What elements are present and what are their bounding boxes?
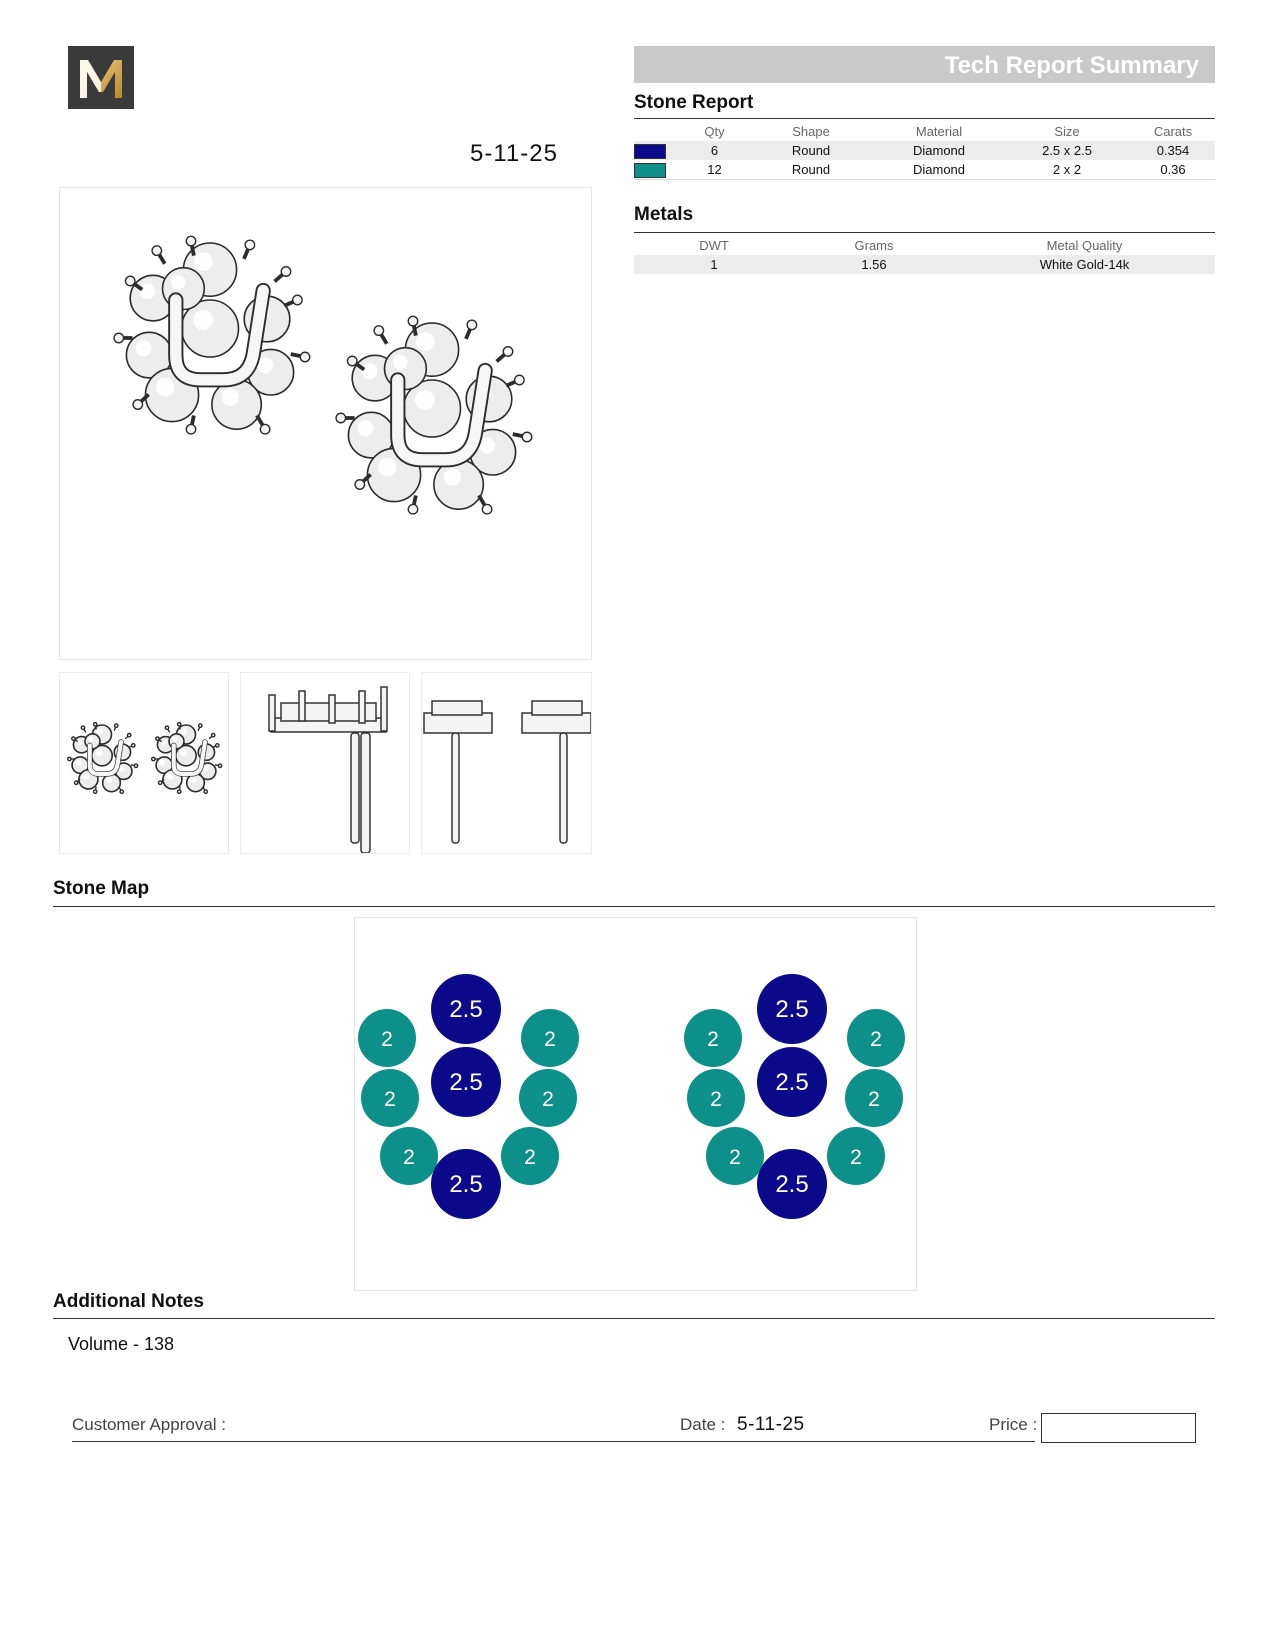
stone-report-divider — [634, 118, 1215, 119]
cell-dwt: 1 — [634, 255, 794, 274]
notes-text: Volume - 138 — [68, 1334, 175, 1354]
cell-material: Diamond — [912, 162, 966, 177]
svg-text:2: 2 — [544, 1028, 556, 1051]
table-row — [634, 141, 1215, 160]
svg-text:2: 2 — [384, 1088, 396, 1111]
logo-m-icon — [76, 56, 126, 100]
stone-report-heading: Stone Report — [634, 92, 754, 113]
metals-heading: Metals — [634, 204, 694, 225]
cell-metal-quality: White Gold-14k — [954, 255, 1215, 274]
col-dwt: DWT — [699, 237, 729, 253]
thumbnail-side-image — [241, 673, 409, 853]
small-stone-marker — [847, 1009, 905, 1067]
col-shape: Shape — [792, 123, 830, 139]
cell-carats: 0.36 — [1160, 162, 1186, 177]
svg-text:2.5: 2.5 — [449, 1171, 483, 1198]
svg-text:2: 2 — [524, 1146, 536, 1169]
small-stone-marker — [684, 1009, 742, 1067]
small-stone-marker — [361, 1069, 419, 1127]
svg-text:2.5: 2.5 — [449, 1069, 483, 1096]
svg-text:2: 2 — [381, 1028, 393, 1051]
large-stone-marker — [757, 1047, 827, 1117]
small-stone-marker — [521, 1009, 579, 1067]
stone-map-heading: Stone Map — [53, 878, 150, 899]
thumbnail-profile-view[interactable] — [421, 672, 592, 854]
thumbnail-profile-image — [422, 673, 591, 853]
svg-text:2: 2 — [850, 1146, 862, 1169]
earring-cluster — [152, 723, 222, 794]
stone-report-bottom-line — [634, 179, 1215, 180]
stone-report-table — [634, 121, 1215, 179]
svg-text:2.5: 2.5 — [449, 996, 483, 1023]
notes-heading: Additional Notes — [53, 1291, 204, 1312]
small-stone-marker — [845, 1069, 903, 1127]
earring-cluster — [336, 316, 532, 514]
small-stone-marker — [706, 1127, 764, 1185]
stone-color-swatch — [634, 163, 666, 178]
metals-table — [634, 235, 1215, 274]
price-field[interactable] — [1041, 1413, 1196, 1443]
cell-size: 2 x 2 — [1052, 162, 1082, 177]
stone-map-diagram — [355, 918, 916, 1290]
thumbnail-side-view[interactable] — [240, 672, 410, 854]
svg-text:2: 2 — [729, 1146, 741, 1169]
earring-cluster — [68, 723, 138, 794]
small-stone-marker — [501, 1127, 559, 1185]
thumbnail-front-view[interactable] — [59, 672, 229, 854]
col-metal-quality: Metal Quality — [1046, 237, 1123, 253]
col-material: Material — [915, 123, 963, 139]
stone-map — [354, 917, 917, 1291]
cell-qty: 6 — [682, 141, 747, 160]
small-stone-marker — [380, 1127, 438, 1185]
large-stone-marker — [431, 1047, 501, 1117]
cell-carats: 0.354 — [1131, 141, 1215, 160]
price-label: Price : — [989, 1415, 1038, 1434]
svg-text:2.5: 2.5 — [775, 1171, 809, 1198]
cell-qty: 12 — [707, 162, 722, 177]
cell-grams: 1.56 — [794, 255, 954, 274]
small-stone-marker — [687, 1069, 745, 1127]
stone-color-swatch — [634, 144, 666, 159]
svg-text:2: 2 — [542, 1088, 554, 1111]
svg-text:2.5: 2.5 — [775, 1069, 809, 1096]
notes-divider — [53, 1318, 1215, 1319]
svg-text:2.5: 2.5 — [775, 996, 809, 1023]
svg-text:2: 2 — [707, 1028, 719, 1051]
cell-size: 2.5 x 2.5 — [1003, 141, 1131, 160]
large-stone-marker — [431, 974, 501, 1044]
earring-cluster — [114, 236, 310, 434]
large-stone-marker — [757, 974, 827, 1044]
approval-date-value: 5-11-25 — [737, 1414, 805, 1435]
col-grams: Grams — [854, 237, 894, 253]
svg-text:2: 2 — [710, 1088, 722, 1111]
signature-line[interactable] — [72, 1441, 1035, 1442]
main-product-image — [59, 187, 592, 660]
company-logo — [68, 46, 134, 109]
svg-text:2: 2 — [868, 1088, 880, 1111]
cell-shape: Round — [791, 162, 831, 177]
table-row — [634, 255, 1215, 274]
cell-material: Diamond — [875, 141, 1003, 160]
large-stone-marker — [757, 1149, 827, 1219]
metals-divider — [634, 232, 1215, 233]
small-stone-marker — [519, 1069, 577, 1127]
col-qty: Qty — [704, 123, 725, 139]
large-stone-marker — [431, 1149, 501, 1219]
thumbnail-front-image — [60, 673, 228, 853]
date-label: Date : — [680, 1415, 726, 1434]
table-row — [634, 160, 1215, 179]
svg-text:2: 2 — [403, 1146, 415, 1169]
stone-map-divider — [53, 906, 1215, 907]
report-date: 5-11-25 — [470, 140, 558, 167]
svg-text:2: 2 — [870, 1028, 882, 1051]
small-stone-marker — [358, 1009, 416, 1067]
col-size: Size — [1054, 123, 1080, 139]
col-carats: Carats — [1153, 123, 1193, 139]
cell-shape: Round — [747, 141, 875, 160]
earrings-render — [60, 188, 591, 659]
customer-approval-label: Customer Approval : — [72, 1415, 227, 1434]
small-stone-marker — [827, 1127, 885, 1185]
report-title: Tech Report Summary — [634, 46, 1215, 83]
